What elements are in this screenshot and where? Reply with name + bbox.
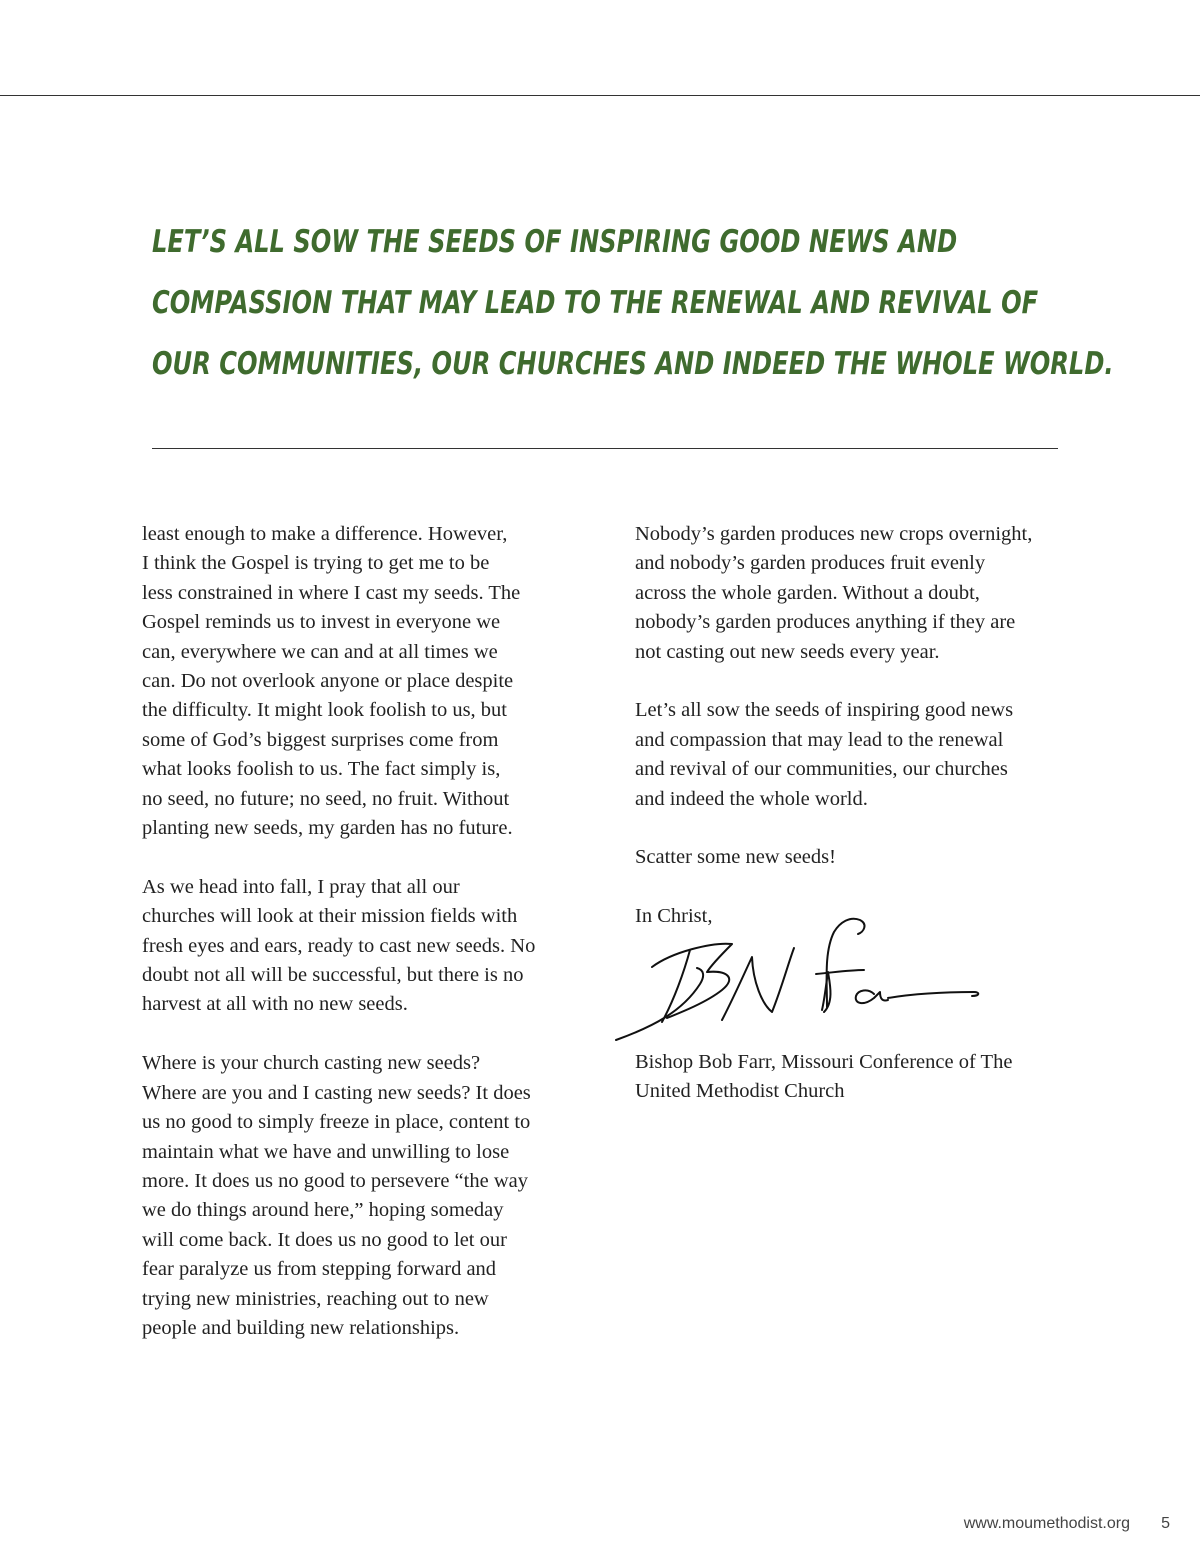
- text-line: As we head into fall, I pray that all our: [142, 875, 460, 898]
- text-line: what looks foolish to us. The fact simply is,: [142, 758, 501, 781]
- pull-quote-line: COMPASSION THAT MAY LEAD TO THE RENEWAL AND REVIVAL OF: [152, 285, 1039, 321]
- text-line: can, everywhere we can and at all times we: [142, 640, 498, 663]
- text-line: maintain what we have and unwilling to lose: [142, 1140, 510, 1163]
- text-line: and indeed the whole world.: [635, 787, 868, 810]
- text-line: harvest at all with no new seeds.: [142, 993, 408, 1016]
- signature-title: United Methodist Church: [635, 1080, 845, 1103]
- salutation: In Christ,: [635, 905, 713, 928]
- text-line: fresh eyes and ears, ready to cast new seeds. No: [142, 934, 536, 957]
- text-line: Nobody’s garden produces new crops overnight,: [635, 523, 1033, 545]
- quote-divider: [152, 448, 1058, 449]
- text-line: we do things around here,” hoping someday: [142, 1199, 504, 1222]
- paragraph: [635, 696, 1075, 814]
- pull-quote-line: OUR COMMUNITIES, OUR CHURCHES AND INDEED THE WHOLE WORLD.: [152, 346, 1114, 382]
- text-line: not casting out new seeds every year.: [635, 640, 940, 663]
- text-line: across the whole garden. Without a doubt,: [635, 581, 980, 604]
- text-line: and nobody’s garden produces fruit evenly: [635, 552, 986, 575]
- text-line: churches will look at their mission fields with: [142, 905, 518, 928]
- handwritten-signature-icon: [612, 912, 992, 1047]
- pull-quote-line: LET’S ALL SOW THE SEEDS OF INSPIRING GOOD NEWS AND: [152, 224, 958, 260]
- text-line: can. Do not overlook anyone or place despite: [142, 670, 514, 693]
- closing-line: Scatter some new seeds!: [635, 846, 836, 869]
- text-line: Gospel reminds us to invest in everyone we: [142, 611, 501, 634]
- paragraph: [142, 520, 572, 843]
- paragraph: [142, 873, 572, 1020]
- left-column: [142, 520, 572, 1373]
- text-line: Where is your church casting new seeds?: [142, 1052, 481, 1075]
- text-line: nobody’s garden produces anything if they are: [635, 611, 1016, 634]
- footer-website-link[interactable]: www.moumethodist.org: [963, 1515, 1130, 1532]
- text-line: us no good to simply freeze in place, content to: [142, 1111, 531, 1134]
- text-line: doubt not all will be successful, but there is no: [142, 964, 524, 987]
- paragraph: [635, 843, 1075, 872]
- text-line: planting new seeds, my garden has no future.: [142, 817, 513, 840]
- pull-quote: [152, 212, 1114, 395]
- text-line: Where are you and I casting new seeds? It does: [142, 1081, 531, 1104]
- text-line: no seed, no future; no seed, no fruit. Without: [142, 787, 510, 810]
- text-line: fear paralyze us from stepping forward and: [142, 1258, 497, 1281]
- top-divider: [0, 95, 1200, 96]
- page-number: 5: [1161, 1515, 1170, 1532]
- paragraph: [635, 520, 1075, 667]
- text-line: people and building new relationships.: [142, 1316, 460, 1339]
- text-line: I think the Gospel is trying to get me to be: [142, 552, 490, 575]
- text-line: and revival of our communities, our churches: [635, 758, 1008, 781]
- text-line: Let’s all sow the seeds of inspiring good news: [635, 699, 1014, 722]
- text-line: some of God’s biggest surprises come from: [142, 728, 499, 751]
- paragraph: [142, 1049, 572, 1343]
- text-line: less constrained in where I cast my seeds. The: [142, 581, 521, 604]
- signature-caption: [635, 1048, 1012, 1107]
- text-line: least enough to make a difference. However,: [142, 523, 508, 545]
- text-line: the difficulty. It might look foolish to us, but: [142, 699, 507, 722]
- text-line: and compassion that may lead to the renewal: [635, 728, 1004, 751]
- signature-name: Bishop Bob Farr, Missouri Conference of The: [635, 1051, 1013, 1073]
- text-line: more. It does us no good to persevere “the way: [142, 1169, 528, 1192]
- text-line: trying new ministries, reaching out to new: [142, 1287, 489, 1310]
- text-line: will come back. It does us no good to let our: [142, 1228, 507, 1251]
- right-column: [635, 520, 1075, 961]
